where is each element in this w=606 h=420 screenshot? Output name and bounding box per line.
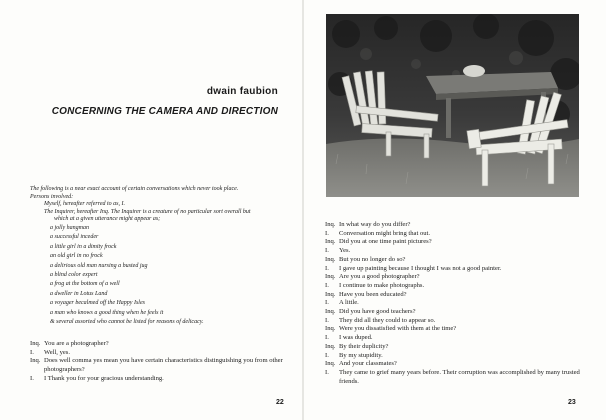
author-name: dwain faubion	[206, 86, 278, 97]
intro-block	[30, 186, 292, 327]
utterance: I was duped.	[339, 334, 373, 342]
dialogue-line	[30, 357, 288, 374]
dialogue-line	[30, 375, 288, 384]
photograph-of-adirondack-chairs-and-table-icon	[326, 14, 579, 197]
speaker: I.	[325, 247, 329, 255]
utterance: Yes.	[339, 247, 351, 255]
dialogue-line	[30, 340, 288, 349]
utterance: Does well comma yes mean you have certain characteristics distinguishing you from other photographers?	[44, 357, 283, 374]
utterance: Are you a good photographer?	[339, 273, 420, 281]
speaker: Inq.	[325, 360, 336, 368]
speaker: I.	[325, 334, 329, 342]
utterance: But you no longer do so?	[339, 255, 406, 263]
dialogue-line	[325, 325, 583, 334]
speaker: Inq.	[325, 238, 336, 246]
utterance: In what way do you differ?	[339, 221, 411, 228]
speaker: I.	[325, 281, 329, 289]
list-item: a dweller in Lotus Land	[50, 290, 108, 297]
speaker: I.	[30, 348, 34, 356]
article-title: CONCERNING THE CAMERA AND DIRECTION	[51, 106, 278, 117]
dialogue-line	[325, 247, 583, 256]
character-list	[50, 224, 292, 327]
dialogue-line	[325, 317, 583, 326]
speaker: I.	[325, 368, 329, 376]
utterance: Did you at one time paint pictures?	[339, 238, 432, 246]
speaker: Inq.	[30, 340, 41, 347]
dialogue-line	[325, 230, 583, 239]
utterance: Did you have good teachers?	[339, 308, 416, 316]
list-item: a man who knows a good thing when he feels it	[50, 309, 164, 316]
page-number-right: 23	[568, 399, 576, 406]
speaker: Inq.	[325, 255, 336, 263]
speaker: Inq.	[325, 290, 336, 298]
dialogue-line	[325, 360, 583, 369]
list-item: a voyager becalmed off the Happy Isles	[50, 300, 145, 307]
utterance: By their duplicity?	[339, 342, 389, 350]
dialogue-line	[325, 299, 583, 308]
utterance: Well, yes.	[44, 348, 71, 356]
list-item: a little girl in a dimity frock	[50, 243, 117, 250]
intro-line: The following is a near exact account of certain conversations which never took place.	[30, 186, 239, 192]
speaker: Inq.	[325, 325, 336, 333]
dialogue-line	[325, 343, 583, 352]
dialogue-line	[30, 349, 288, 358]
dialogue-line	[325, 221, 583, 230]
list-item: a blind color expert	[50, 272, 98, 278]
speaker: I.	[325, 229, 329, 237]
dialogue-line	[325, 369, 583, 386]
dialogue-line	[325, 282, 583, 291]
speaker: I.	[325, 316, 329, 324]
person-myself: Myself, hereafter referred to as, I.	[44, 201, 125, 208]
utterance: Have you been educated?	[339, 290, 407, 298]
persons-label: Persons involved:	[30, 193, 74, 200]
speaker: I.	[30, 374, 34, 382]
speaker: Inq.	[325, 342, 336, 350]
utterance: I continue to make photographs.	[339, 281, 425, 289]
speaker: Inq.	[325, 308, 336, 316]
utterance: By my stupidity.	[339, 351, 383, 359]
dialogue-line	[325, 273, 583, 282]
utterance: A little.	[339, 299, 359, 307]
list-item: a jolly hangman	[50, 224, 89, 231]
dialogue-line	[325, 238, 583, 247]
speaker: Inq.	[30, 357, 41, 365]
speaker: Inq.	[325, 221, 336, 228]
list-item: a frog at the bottom of a well	[50, 281, 120, 288]
dialogue-line	[325, 334, 583, 343]
utterance: Conversation might bring that out.	[339, 229, 431, 237]
persons-list	[44, 201, 292, 224]
page-number-left: 22	[276, 399, 284, 406]
utterance: I Thank you for your gracious understanding.	[44, 374, 164, 382]
utterance: Were you dissatisfied with them at the time?	[339, 325, 457, 333]
dialogue-line	[325, 265, 583, 274]
speaker: I.	[325, 351, 329, 359]
list-item: a successful inceder	[50, 234, 99, 241]
speaker: I.	[325, 264, 329, 272]
speaker: Inq.	[325, 273, 336, 281]
dialogue-left	[30, 340, 288, 384]
dialogue-right	[325, 221, 583, 386]
utterance: And your classmates?	[339, 360, 397, 368]
left-page	[0, 0, 302, 420]
dialogue-line	[325, 291, 583, 300]
person-inquirer: The Inquirer, hereafter Inq. The Inquirer is a creature of no particular sort overall but	[44, 208, 251, 215]
utterance: I gave up painting because I thought I was not a good painter.	[339, 264, 502, 272]
dialogue-line	[325, 256, 583, 265]
dialogue-line	[325, 308, 583, 317]
dialogue-line	[325, 352, 583, 361]
list-item: an old girl in no frock	[50, 253, 103, 260]
utterance: They did all they could to appear so.	[339, 316, 436, 324]
utterance: You are a photographer?	[44, 340, 109, 347]
list-item: a delirious old man nursing a busted jug	[50, 262, 148, 269]
utterance: They came to grief many years before. Their corruption was accomplished by many trusted friends.	[339, 368, 580, 385]
person-inquirer-cont: which at a given utterance might appear as;	[54, 216, 161, 223]
list-item: & several assorted who cannot be listed for reasons of delicacy.	[50, 319, 204, 326]
speaker: I.	[325, 299, 329, 307]
